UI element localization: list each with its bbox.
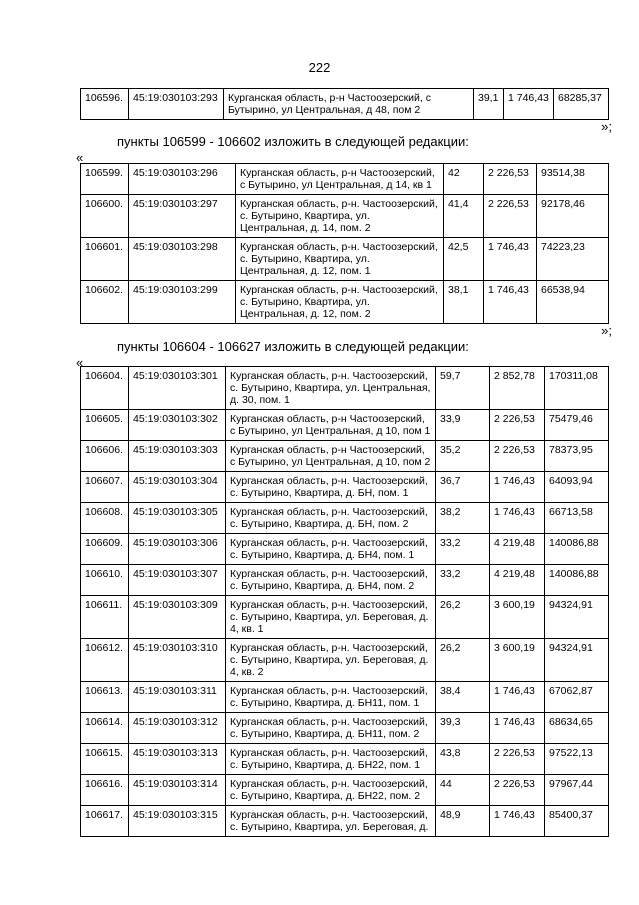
- cell-value: 97967,44: [545, 775, 609, 806]
- registry-table-3: [80, 366, 609, 837]
- cell-value: 67062,87: [545, 682, 609, 713]
- cell-address: Курганская область, р-н. Частоозерский, с. Бутырино, Квартира, д. БН22, пом. 2: [226, 775, 436, 806]
- cell-value: 140086,88: [545, 565, 609, 596]
- cell-rate: 1 746,43: [484, 281, 537, 324]
- cell-number: 106605.: [81, 410, 129, 441]
- cell-address: Курганская область, р-н. Частоозерский, с. Бутырино, Квартира, ул. Центральная, д. 14, пом. 2: [236, 195, 444, 238]
- table-row: [81, 367, 609, 410]
- cell-number: 106614.: [81, 713, 129, 744]
- cell-address: Курганская область, р-н Частоозерский, с Бутырино, ул Центральная, д 10, пом 2: [226, 441, 436, 472]
- closing-quote-1: »;: [601, 119, 612, 134]
- cell-address: Курганская область, р-н. Частоозерский, с. Бутырино, Квартира, д. БН, пом. 2: [226, 503, 436, 534]
- cell-cadastral-number: 45:19:030103:293: [129, 89, 224, 120]
- table-row: [81, 713, 609, 744]
- cell-address: Курганская область, р-н. Частоозерский, с. Бутырино, Квартира, ул. Центральная, д. 12, пом. 2: [236, 281, 444, 324]
- cell-area: 38,4: [436, 682, 490, 713]
- table-row: [81, 744, 609, 775]
- cell-cadastral-number: 45:19:030103:312: [129, 713, 226, 744]
- table-row: [81, 806, 609, 837]
- cell-value: 66538,94: [537, 281, 609, 324]
- table-row: [81, 775, 609, 806]
- cell-number: 106602.: [81, 281, 129, 324]
- cell-value: 85400,37: [545, 806, 609, 837]
- cell-value: 94324,91: [545, 596, 609, 639]
- cell-number: 106600.: [81, 195, 129, 238]
- cell-rate: 1 746,43: [490, 682, 545, 713]
- cell-value: 68634,65: [545, 713, 609, 744]
- cell-rate: 2 226,53: [490, 441, 545, 472]
- cell-value: 93514,38: [537, 164, 609, 195]
- cell-rate: 1 746,43: [490, 806, 545, 837]
- table-row: [81, 534, 609, 565]
- cell-area: 36,7: [436, 472, 490, 503]
- closing-quote-2: »;: [601, 323, 612, 338]
- table-row: [81, 596, 609, 639]
- cell-cadastral-number: 45:19:030103:314: [129, 775, 226, 806]
- table-row: [81, 565, 609, 596]
- cell-value: 78373,95: [545, 441, 609, 472]
- cell-address: Курганская область, р-н. Частоозерский, с. Бутырино, Квартира, д. БН22, пом. 1: [226, 744, 436, 775]
- cell-address: Курганская область, р-н. Частоозерский, с. Бутырино, Квартира, д. БН, пом. 1: [226, 472, 436, 503]
- table-row: [81, 281, 609, 324]
- cell-number: 106610.: [81, 565, 129, 596]
- cell-rate: 3 600,19: [490, 596, 545, 639]
- cell-address: Курганская область, р-н. Частоозерский, с. Бутырино, Квартира, д. БН11, пом. 2: [226, 713, 436, 744]
- cell-cadastral-number: 45:19:030103:305: [129, 503, 226, 534]
- cell-rate: 1 746,43: [490, 503, 545, 534]
- cell-rate: 2 852,78: [490, 367, 545, 410]
- cell-rate: 1 746,43: [490, 713, 545, 744]
- cell-address: Курганская область, р-н. Частоозерский, с. Бутырино, Квартира, ул. Береговая, д. 4, кв. 2: [226, 639, 436, 682]
- cell-rate: 1 746,43: [484, 238, 537, 281]
- cell-cadastral-number: 45:19:030103:303: [129, 441, 226, 472]
- cell-area: 35,2: [436, 441, 490, 472]
- cell-number: 106612.: [81, 639, 129, 682]
- cell-address: Курганская область, р-н. Частоозерский, с. Бутырино, Квартира, д. БН11, пом. 1: [226, 682, 436, 713]
- cell-value: 64093,94: [545, 472, 609, 503]
- cell-area: 59,7: [436, 367, 490, 410]
- cell-address: Курганская область, р-н Частоозерский, с Бутырино, ул Центральная, д 48, пом 2: [224, 89, 474, 120]
- cell-area: 44: [436, 775, 490, 806]
- cell-value: 68285,37: [554, 89, 609, 120]
- cell-area: 38,1: [444, 281, 484, 324]
- cell-rate: 2 226,53: [490, 744, 545, 775]
- cell-address: Курганская область, р-н. Частоозерский, с. Бутырино, Квартира, ул. Береговая, д.: [226, 806, 436, 837]
- cell-number: 106607.: [81, 472, 129, 503]
- cell-rate: 1 746,43: [490, 472, 545, 503]
- cell-cadastral-number: 45:19:030103:311: [129, 682, 226, 713]
- instruction-1: пункты 106599 - 106602 изложить в следующей редакции:: [117, 134, 469, 149]
- cell-cadastral-number: 45:19:030103:304: [129, 472, 226, 503]
- cell-number: 106596.: [81, 89, 129, 120]
- cell-area: 42,5: [444, 238, 484, 281]
- cell-address: Курганская область, р-н Частоозерский, с Бутырино, ул Центральная, д 14, кв 1: [236, 164, 444, 195]
- cell-rate: 2 226,53: [484, 195, 537, 238]
- cell-cadastral-number: 45:19:030103:301: [129, 367, 226, 410]
- cell-rate: 3 600,19: [490, 639, 545, 682]
- cell-number: 106617.: [81, 806, 129, 837]
- cell-area: 39,3: [436, 713, 490, 744]
- cell-cadastral-number: 45:19:030103:296: [129, 164, 236, 195]
- cell-area: 43,8: [436, 744, 490, 775]
- cell-cadastral-number: 45:19:030103:315: [129, 806, 226, 837]
- table-row: [81, 639, 609, 682]
- registry-table-2: [80, 163, 609, 324]
- cell-cadastral-number: 45:19:030103:299: [129, 281, 236, 324]
- cell-area: 33,2: [436, 534, 490, 565]
- cell-rate: 4 219,48: [490, 565, 545, 596]
- cell-area: 26,2: [436, 639, 490, 682]
- cell-value: 97522,13: [545, 744, 609, 775]
- cell-value: 74223,23: [537, 238, 609, 281]
- cell-rate: 4 219,48: [490, 534, 545, 565]
- table-row: [81, 238, 609, 281]
- cell-area: 33,9: [436, 410, 490, 441]
- instruction-2: пункты 106604 - 106627 изложить в следующей редакции:: [117, 339, 469, 354]
- cell-address: Курганская область, р-н. Частоозерский, с. Бутырино, Квартира, д. БН4, пом. 1: [226, 534, 436, 565]
- cell-cadastral-number: 45:19:030103:310: [129, 639, 226, 682]
- cell-area: 48,9: [436, 806, 490, 837]
- open-quote-1: «: [76, 150, 84, 165]
- cell-address: Курганская область, р-н. Частоозерский, с. Бутырино, Квартира, ул. Центральная, д. 30, пом. 1: [226, 367, 436, 410]
- cell-rate: 2 226,53: [490, 410, 545, 441]
- cell-address: Курганская область, р-н. Частоозерский, с. Бутырино, Квартира, д. БН4, пом. 2: [226, 565, 436, 596]
- cell-number: 106608.: [81, 503, 129, 534]
- cell-rate: 1 746,43: [504, 89, 554, 120]
- cell-cadastral-number: 45:19:030103:307: [129, 565, 226, 596]
- cell-value: 92178,46: [537, 195, 609, 238]
- cell-value: 170311,08: [545, 367, 609, 410]
- cell-area: 26,2: [436, 596, 490, 639]
- cell-cadastral-number: 45:19:030103:298: [129, 238, 236, 281]
- cell-cadastral-number: 45:19:030103:302: [129, 410, 226, 441]
- cell-cadastral-number: 45:19:030103:306: [129, 534, 226, 565]
- table-row: [81, 472, 609, 503]
- cell-number: 106616.: [81, 775, 129, 806]
- page-number: 222: [308, 60, 331, 75]
- cell-area: 33,2: [436, 565, 490, 596]
- cell-rate: 2 226,53: [490, 775, 545, 806]
- cell-cadastral-number: 45:19:030103:313: [129, 744, 226, 775]
- cell-number: 106606.: [81, 441, 129, 472]
- cell-address: Курганская область, р-н Частоозерский, с Бутырино, ул Центральная, д 10, пом 1: [226, 410, 436, 441]
- cell-address: Курганская область, р-н. Частоозерский, с. Бутырино, Квартира, ул. Центральная, д. 12, пом. 1: [236, 238, 444, 281]
- cell-value: 75479,46: [545, 410, 609, 441]
- cell-number: 106611.: [81, 596, 129, 639]
- table-row: [81, 441, 609, 472]
- table-row: [81, 164, 609, 195]
- registry-table-1: [80, 88, 609, 120]
- cell-number: 106613.: [81, 682, 129, 713]
- open-quote-2: «: [76, 355, 84, 370]
- cell-value: 66713,58: [545, 503, 609, 534]
- table-row: [81, 195, 609, 238]
- cell-number: 106604.: [81, 367, 129, 410]
- cell-area: 39,1: [474, 89, 504, 120]
- table-row: [81, 682, 609, 713]
- cell-area: 38,2: [436, 503, 490, 534]
- cell-value: 140086,88: [545, 534, 609, 565]
- cell-value: 94324,91: [545, 639, 609, 682]
- cell-number: 106609.: [81, 534, 129, 565]
- cell-number: 106599.: [81, 164, 129, 195]
- cell-address: Курганская область, р-н. Частоозерский, с. Бутырино, Квартира, ул. Береговая, д. 4, кв. 1: [226, 596, 436, 639]
- cell-number: 106615.: [81, 744, 129, 775]
- cell-cadastral-number: 45:19:030103:309: [129, 596, 226, 639]
- cell-area: 41,4: [444, 195, 484, 238]
- table-row: [81, 89, 609, 120]
- table-row: [81, 410, 609, 441]
- cell-rate: 2 226,53: [484, 164, 537, 195]
- cell-area: 42: [444, 164, 484, 195]
- cell-number: 106601.: [81, 238, 129, 281]
- table-row: [81, 503, 609, 534]
- cell-cadastral-number: 45:19:030103:297: [129, 195, 236, 238]
